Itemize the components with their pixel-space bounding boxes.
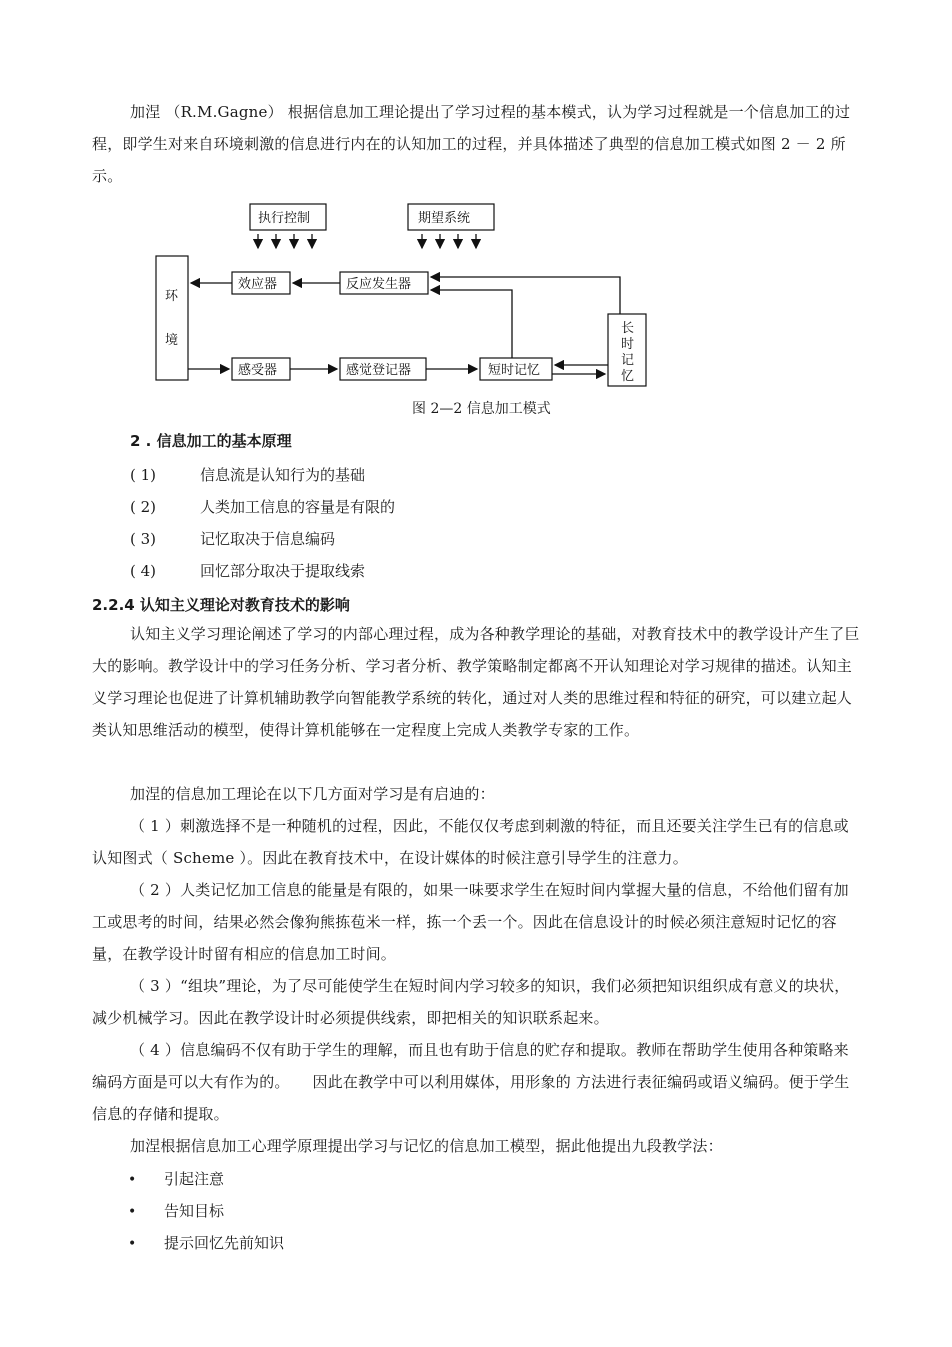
exec-control-label: 执行控制 xyxy=(258,211,311,226)
list-item-text: 告知目标 xyxy=(164,1202,225,1220)
environment-box xyxy=(156,256,188,380)
principle-text: 回忆部分取决于提取线索 xyxy=(200,562,366,580)
point-3-paragraph: （ 3 ）“组块”理论，为了尽可能使学生在短时间内学习较多的知识，我们必须把知识组织成有意义的块状，减少机械学习。因此在教学设计时必须提供线索，即把相关的知识联系起来。 xyxy=(92,977,850,1027)
principle-text: 记忆取决于信息编码 xyxy=(200,530,336,548)
principle-text: 人类加工信息的容量是有限的 xyxy=(200,498,396,516)
point-1-paragraph: （ 1 ）刺激选择不是一种随机的过程，因此，不能仅仅考虑到刺激的特征，而且还要关注学生已有的信息或认知图式（ Scheme ）。因此在教育技术中，在设计媒体的时候注意引导学生的注意力。 xyxy=(92,817,849,867)
long-term-label-4: 忆 xyxy=(621,369,635,384)
bullet-icon: • xyxy=(128,1204,137,1220)
long-term-label-2: 时 xyxy=(621,337,635,352)
bullet-icon: • xyxy=(128,1172,137,1188)
gagne-intro-paragraph: 加涅的信息加工理论在以下几方面对学习是有启迪的： xyxy=(130,785,495,803)
section-2-heading: 2 . 信息加工的基本原理 xyxy=(130,432,292,450)
principle-item xyxy=(130,464,365,485)
long-term-label-3: 记 xyxy=(621,353,635,368)
expectation-label: 期望系统 xyxy=(418,211,471,226)
principle-item xyxy=(130,496,395,517)
effector-label: 效应器 xyxy=(238,277,278,292)
principle-item xyxy=(130,560,365,581)
list-item xyxy=(128,1200,224,1221)
nine-events-intro: 加涅根据信息加工心理学原理提出学习与记忆的信息加工模型，据此他提出九段教学法： xyxy=(130,1137,723,1155)
intro-paragraph: 加涅 （R.M.Gagne） 根据信息加工理论提出了学习过程的基本模式，认为学习过程就是一个信息加工的过程，即学生对来自环境刺激的信息进行内在的认知加工的过程，并具体描述了典型的信息加工模式如图 2 － 2 所示。 xyxy=(92,103,851,185)
figure-caption: 图 2—2 信息加工模式 xyxy=(412,401,551,417)
short-term-label: 短时记忆 xyxy=(488,363,541,378)
principle-item xyxy=(130,528,335,549)
response-generator-label: 反应发生器 xyxy=(346,277,412,292)
point-4-paragraph: （ 4 ）信息编码不仅有助于学生的理解，而且也有助于信息的贮存和提取。教师在帮助学生使用各种策略来编码方面是可以大有作为的。 因此在教学中可以利用媒体，用形象的 方法进行表征编码或语义编码。便于学生信息的存储和提取。 xyxy=(92,1041,850,1123)
receptor-label: 感受器 xyxy=(238,363,278,378)
principle-number: ( 2) xyxy=(130,498,157,516)
diagram-svg xyxy=(150,196,650,396)
cognitivism-paragraph: 认知主义学习理论阐述了学习的内部心理过程，成为各种教学理论的基础，对教育技术中的教学设计产生了巨大的影响。教学设计中的学习任务分析、学习者分析、教学策略制定都离不开认知理论对学习规律的描述。认知主义学习理论也促进了计算机辅助教学向智能教学系统的转化，通过对人类的思维过程和特征的研究，可以建立起人类认知思维活动的模型，使得计算机能够在一定程度上完成人类教学专家的工作。 xyxy=(92,625,860,739)
principle-number: ( 1) xyxy=(130,466,157,484)
long-term-label-1: 长 xyxy=(621,321,635,336)
point-2-paragraph: （ 2 ）人类记忆加工信息的能量是有限的，如果一味要求学生在短时间内掌握大量的信息，不给他们留有加工或思考的时间，结果必然会像狗熊拣苞米一样，拣一个丢一个。因此在信息设计的时候必须注意短时记忆的容量，在教学设计时留有相应的信息加工时间。 xyxy=(92,881,849,963)
sensory-register-label: 感觉登记器 xyxy=(346,363,412,378)
list-item xyxy=(128,1232,284,1253)
environment-label-1: 环 xyxy=(165,289,179,304)
list-item-text: 提示回忆先前知识 xyxy=(164,1234,285,1252)
section-224-heading: 2.2.4 认知主义理论对教育技术的影响 xyxy=(92,596,350,614)
list-item xyxy=(128,1168,224,1189)
information-processing-diagram xyxy=(150,196,650,396)
bullet-icon: • xyxy=(128,1236,137,1252)
environment-label-2: 境 xyxy=(165,333,179,348)
principle-number: ( 3) xyxy=(130,530,157,548)
list-item-text: 引起注意 xyxy=(164,1170,225,1188)
principle-number: ( 4) xyxy=(130,562,157,580)
principle-text: 信息流是认知行为的基础 xyxy=(200,466,366,484)
